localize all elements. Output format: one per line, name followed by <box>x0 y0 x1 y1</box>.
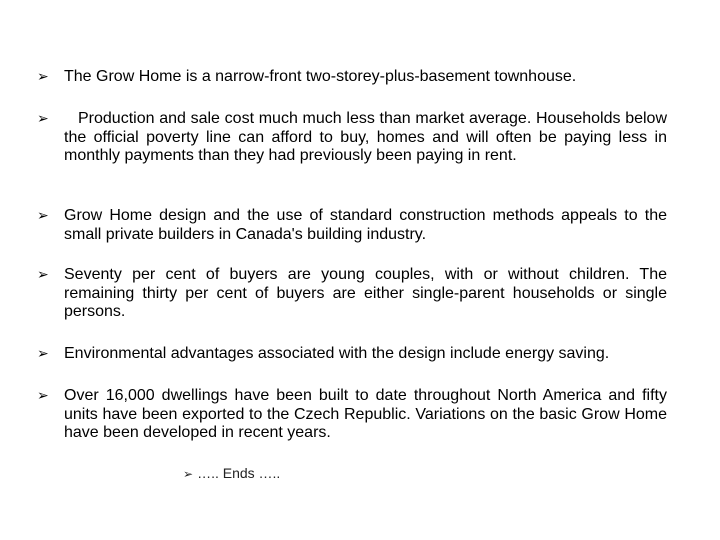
bullet-point <box>37 345 687 364</box>
arrow-bullet-icon: ➢ <box>183 467 194 481</box>
arrow-bullet-icon: ➢ <box>37 388 49 404</box>
bullet-point <box>37 387 667 443</box>
arrow-bullet-icon: ➢ <box>37 267 49 283</box>
arrow-bullet-icon: ➢ <box>37 346 49 362</box>
arrow-bullet-icon: ➢ <box>37 111 49 127</box>
ends-text: ….. Ends ….. <box>197 465 281 481</box>
bullet-text: Environmental advantages associated with the design include energy saving. <box>64 345 610 362</box>
bullet-point <box>37 110 667 166</box>
bullet-point <box>37 207 667 244</box>
arrow-bullet-icon: ➢ <box>37 69 49 85</box>
ends-line <box>183 464 280 484</box>
arrow-bullet-icon: ➢ <box>37 208 49 224</box>
bullet-text: Production and sale cost much much less than market average. Households below the official poverty line can afford to buy, homes and will often be paying less in monthly payments than they had previously been paying in rent. <box>64 110 667 164</box>
bullet-text: Grow Home design and the use of standard construction methods appeals to the small private builders in Canada's building industry. <box>64 207 667 243</box>
bullet-text: Seventy per cent of buyers are young couples, with or without children. The remaining thirty per cent of buyers are either single-parent households or single persons. <box>64 266 667 320</box>
bullet-point <box>37 266 667 322</box>
bullet-text: Over 16,000 dwellings have been built to date throughout North America and fifty units have been exported to the Czech Republic. Variations on the basic Grow Home have been developed in recent years. <box>64 387 667 441</box>
bullet-text: The Grow Home is a narrow-front two-storey-plus-basement townhouse. <box>64 68 577 85</box>
bullet-point <box>37 68 667 87</box>
